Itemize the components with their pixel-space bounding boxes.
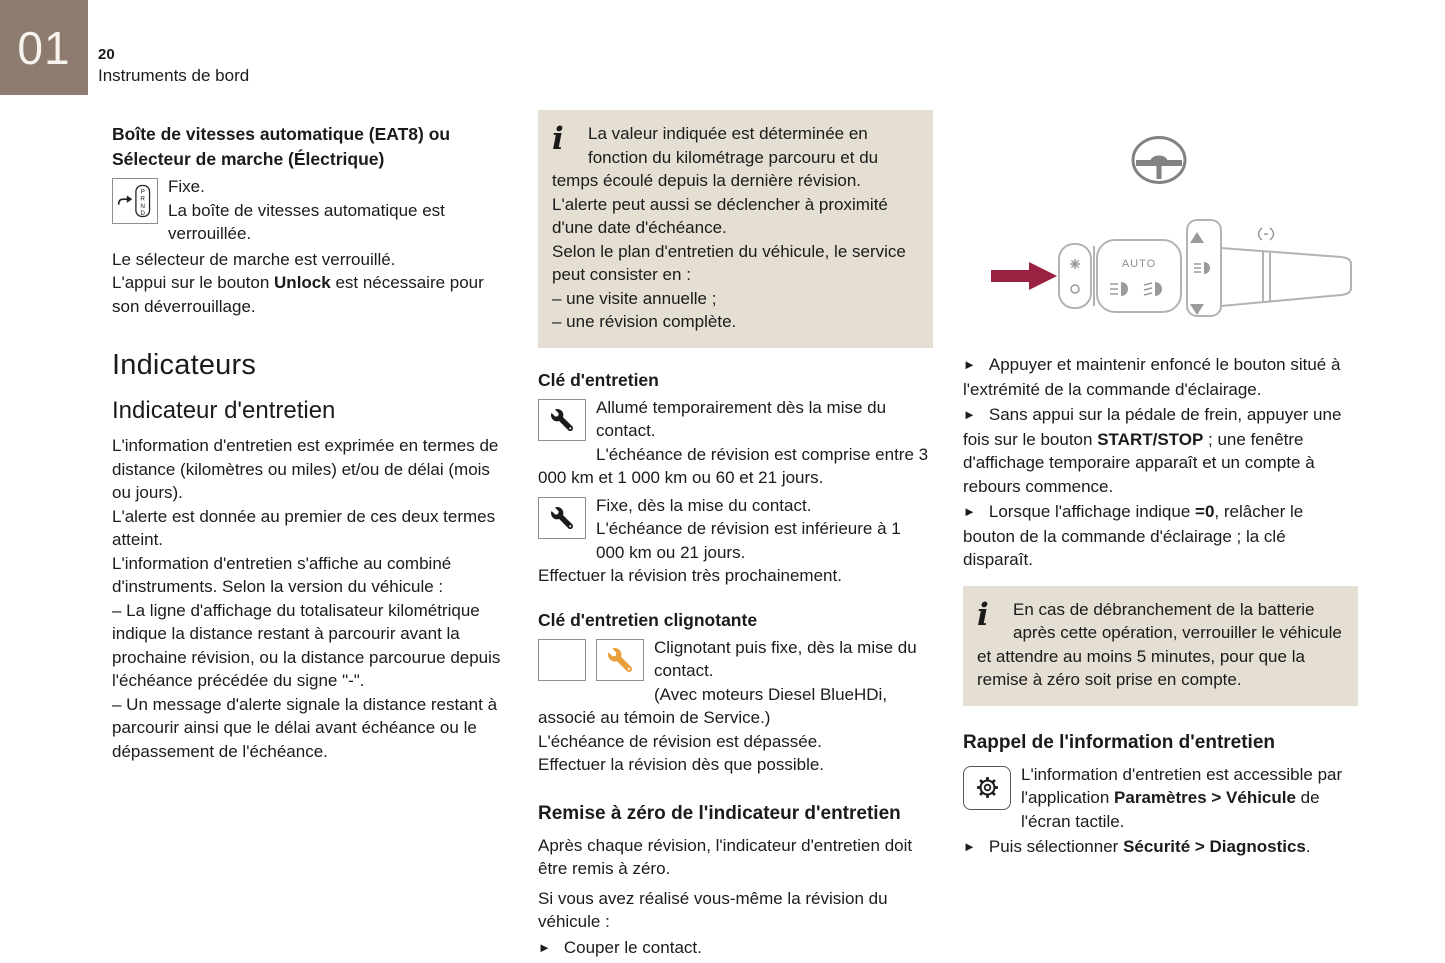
wrench-text-3c: Effectuer la révision dès que possible.	[538, 755, 825, 774]
service-key-flashing-heading: Clé d'entretien clignotante	[538, 609, 758, 630]
wrench-caption-3: Clignotant puis fixe, dès la mise du contact.	[654, 637, 917, 680]
wrench-text-1: L'échéance de révision est comprise entre 3 000 km et 1 000 km ou 60 et 21 jours.	[538, 444, 929, 487]
chapter-number-box	[0, 0, 88, 95]
wrench-text-2a: L'échéance de révision est inférieure à 1 000 km ou 21 jours.	[596, 519, 901, 562]
wrench-orange-icon	[596, 639, 644, 681]
service-list-item-1: – La ligne d'affichage du totalisateur kilométrique indique la distance restant à parcourir avant la prochaine révision, ou la distance parcourue depuis l'échéance précédée du signe "-".	[112, 600, 501, 690]
steering-wheel-icon	[1133, 138, 1185, 183]
service-list-item-2: – Un message d'alerte signale la distance restant à parcourir ainsi que le délai avant échéance ou le dépassement de l'échéance.	[112, 694, 498, 761]
service-reminder-heading: Rappel de l'information d'entretien	[963, 731, 1276, 753]
service-key-row-2	[538, 494, 933, 588]
wrench-text-3b: L'échéance de révision est dépassée.	[538, 731, 822, 751]
wrench-orange-icon	[608, 648, 632, 672]
column-middle	[538, 110, 933, 962]
info-box-service-value	[538, 110, 933, 348]
wrench-flashing-icon	[549, 647, 575, 673]
service-key-heading: Clé d'entretien	[538, 369, 659, 390]
page-columns	[112, 110, 1358, 962]
info-list-item-1: – une visite annuelle ;	[552, 288, 717, 308]
gearbox-state-text: La boîte de vitesses automatique est verrouillée.	[168, 200, 445, 243]
settings-gear-icon	[963, 766, 1011, 810]
indicators-title: Indicateurs	[112, 349, 257, 381]
wrench-text-2b: Effectuer la révision très prochainement.	[538, 566, 842, 585]
reset-heading: Remise à zéro de l'indicateur d'entretien	[538, 802, 901, 824]
wrench-icon	[551, 409, 573, 431]
wrench-caption-1: Allumé temporairement dès la mise du contact.	[596, 397, 887, 440]
gear-icon	[974, 774, 1001, 801]
step-select-diagnostics: ► Puis sélectionner Sécurité > Diagnostics.	[963, 835, 1358, 860]
info-text-1: La valeur indiquée est déterminée en fonction du kilométrage parcouru et du temps écoulé depuis la dernière révision.	[552, 124, 879, 190]
arrow-bullet-icon: ►	[963, 504, 976, 519]
wrench-icon	[538, 399, 586, 441]
svg-text:P: P	[140, 188, 145, 196]
service-paragraph-1: L'information d'entretien est exprimée en termes de distance (kilomètres ou miles) et/ou de délai (mois ou jours).	[112, 436, 499, 502]
service-key-row-3	[538, 636, 933, 777]
light-stalk-illustration	[963, 112, 1358, 347]
arrow-bullet-icon: ►	[963, 839, 976, 854]
wrench-icon	[538, 497, 586, 539]
step-cut-ignition: ► Couper le contact.	[538, 936, 933, 961]
column-right	[963, 110, 1358, 962]
step-start-stop: ► Sans appui sur la pédale de frein, appuyer une fois sur le bouton START/STOP ; une fenêtre d'affichage temporaire apparaît et un compte à rebours commence.	[963, 405, 1342, 496]
red-arrow-indicator	[991, 262, 1057, 290]
info-icon: i	[977, 596, 989, 633]
service-key-row-1	[538, 396, 933, 490]
step-release-button: ► Lorsque l'affichage indique =0, relâcher le bouton de la commande d'éclairage ; la clé disparaît.	[963, 502, 1304, 569]
wrench-text-3a: (Avec moteurs Diesel BlueHDi, associé au témoin de Service.)	[538, 684, 888, 727]
page-number: 20	[98, 46, 115, 63]
step-hold-button: ► Appuyer et maintenir enfoncé le bouton situé à l'extrémité de la commande d'éclairage.	[963, 355, 1341, 399]
reset-text-2: Si vous avez réalisé vous-même la révision du véhicule :	[538, 888, 888, 931]
svg-text:R: R	[140, 195, 146, 203]
unlock-text: L'appui sur le bouton Unlock est nécessaire pour son déverrouillage.	[112, 273, 484, 316]
service-paragraph-2: L'alerte est donnée au premier de ces deux termes atteint.	[112, 506, 496, 549]
wrench-flashing-icon	[538, 639, 586, 681]
gear-selector-icon	[115, 181, 155, 221]
gearbox-heading: Boîte de vitesses automatique (EAT8) ou Sélecteur de marche (Électrique)	[112, 124, 451, 169]
info-text-2: L'alerte peut aussi se déclencher à proximité d'une date d'échéance.	[552, 194, 888, 237]
gear-selector-lock-icon	[112, 178, 158, 224]
arrow-bullet-icon: ►	[963, 357, 976, 372]
arrow-bullet-icon: ►	[538, 939, 551, 955]
svg-text:N: N	[140, 202, 146, 210]
wrench-icon	[551, 507, 573, 529]
info-list-item-2: – une révision complète.	[552, 312, 737, 331]
reset-text-1: Après chaque révision, l'indicateur d'entretien doit être remis à zéro.	[538, 835, 913, 878]
section-title: Instruments de bord	[98, 66, 250, 85]
service-reminder-text: L'information d'entretien est accessible par l'application Paramètres > Véhicule de l'écran tactile.	[1021, 764, 1343, 831]
gearbox-state-label: Fixe.	[168, 177, 205, 196]
info-box-battery	[963, 586, 1358, 706]
service-indicator-title: Indicateur d'entretien	[112, 397, 336, 424]
info-icon: i	[552, 121, 564, 157]
wrench-caption-2: Fixe, dès la mise du contact.	[596, 495, 812, 515]
selector-locked-text: Le sélecteur de marche est verrouillé.	[112, 249, 396, 269]
service-reminder-row	[963, 763, 1358, 834]
stalk-auto-label: AUTO	[1121, 258, 1157, 270]
gearbox-lock-row	[112, 175, 508, 246]
battery-info-text: En cas de débranchement de la batterie après cette opération, verrouiller le véhicule et attendre au moins 5 minutes, pour que la remise à zéro soit prise en compte.	[977, 599, 1342, 689]
service-paragraph-3: L'information d'entretien s'affiche au combiné d'instruments. Selon la version du véhicule :	[112, 553, 452, 596]
arrow-bullet-icon: ►	[963, 407, 976, 422]
light-stalk-illustration	[963, 112, 1359, 342]
svg-text:D: D	[140, 210, 146, 218]
column-left	[112, 110, 508, 962]
chapter-number: 01	[17, 21, 71, 74]
info-text-3: Selon le plan d'entretien du véhicule, le service peut consister en :	[552, 241, 906, 284]
